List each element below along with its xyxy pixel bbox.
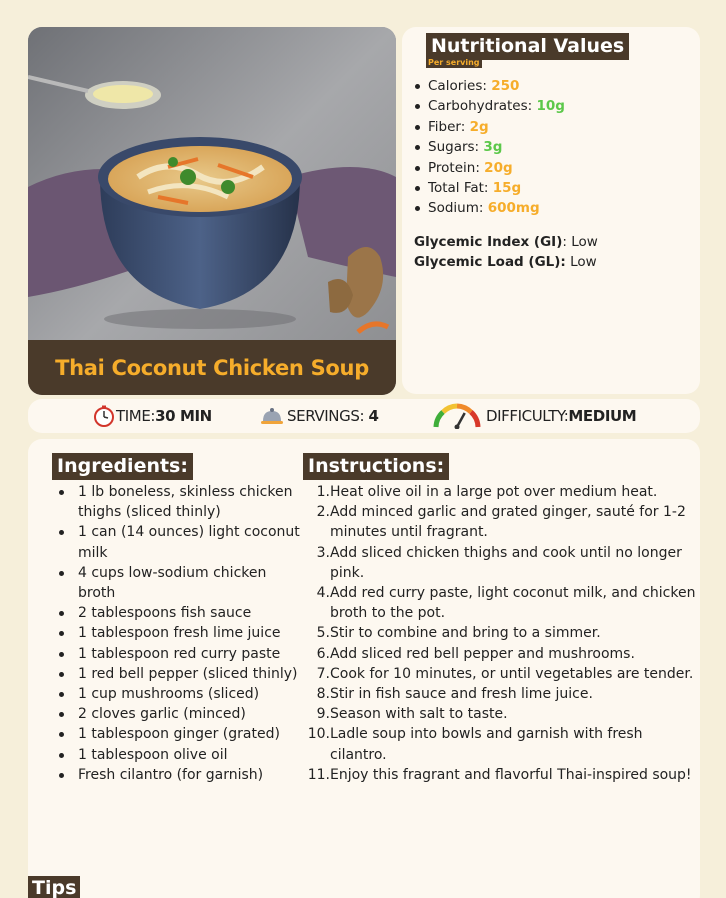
ingredient-item: 1 tablespoon red curry paste [54, 644, 302, 664]
ingredients-section [52, 453, 302, 785]
step-number: 1. [316, 484, 330, 500]
nutrition-item [412, 76, 690, 96]
instruction-step [303, 583, 698, 623]
step-number: 10. [307, 726, 330, 743]
ingredient-item: 1 tablespoon olive oil [54, 745, 302, 765]
gl-label: Glycemic Load (GL): [414, 253, 566, 270]
gi-value: : Low [562, 233, 598, 250]
instruction-step [303, 502, 698, 542]
step-text: Enjoy this fragrant and flavorful Thai-inspired soup! [330, 766, 692, 783]
instruction-step [303, 765, 698, 785]
instruction-step [303, 664, 698, 684]
per-serving-label: Per serving [428, 58, 480, 67]
nutrition-item [412, 158, 690, 178]
step-text: Add sliced red bell pepper and mushrooms. [330, 645, 635, 662]
step-number: 2. [316, 504, 330, 521]
step-number: 4. [316, 585, 330, 602]
instruction-step [303, 724, 698, 764]
difficulty-gauge-icon [432, 403, 482, 429]
nutrition-item-value: 20g [484, 159, 513, 176]
nutrition-item-label: Sodium: [428, 200, 488, 217]
ingredient-item: 4 cups low-sodium chicken broth [54, 563, 302, 603]
recipe-meta-bar [28, 399, 700, 433]
nutrition-heading: Nutritional Values [426, 33, 629, 60]
difficulty-value: MEDIUM [568, 407, 637, 425]
ingredient-item: 1 tablespoon fresh lime juice [54, 623, 302, 643]
clock-icon [93, 405, 115, 427]
difficulty-label: DIFFICULTY: [486, 407, 569, 425]
ingredient-item: Fresh cilantro (for garnish) [54, 765, 302, 785]
step-number: 11. [307, 766, 330, 783]
servings-label: SERVINGS: [287, 407, 365, 425]
nutrition-item [412, 198, 690, 218]
ingredient-item: 1 lb boneless, skinless chicken thighs (sliced thinly) [54, 482, 302, 522]
glycemic-block [414, 232, 690, 272]
instruction-step [303, 543, 698, 583]
nutrition-item-label: Sugars: [428, 139, 484, 156]
nutrition-list [412, 76, 690, 219]
step-text: Add minced garlic and grated ginger, sauté for 1-2 minutes until fragrant. [330, 504, 686, 541]
nutrition-item-value: 10g [536, 98, 565, 115]
step-text: Season with salt to taste. [330, 706, 508, 723]
ingredient-item: 1 tablespoon ginger (grated) [54, 724, 302, 744]
step-number: 8. [316, 686, 330, 703]
cloche-icon [260, 405, 284, 427]
nutrition-item-label: Total Fat: [428, 180, 493, 197]
step-number: 7. [316, 665, 330, 682]
instruction-step [303, 644, 698, 664]
time-value: 30 MIN [155, 407, 212, 425]
instructions-list [303, 482, 698, 785]
nutrition-item [412, 96, 690, 116]
step-number: 5. [316, 625, 330, 642]
gl-value: Low [565, 253, 597, 270]
time-label: TIME: [116, 407, 156, 425]
instructions-heading: Instructions: [303, 453, 449, 480]
nutrition-item-value: 2g [469, 118, 489, 135]
gi-label: Glycemic Index (GI) [414, 233, 563, 250]
nutrition-item-label: Fiber: [428, 118, 470, 135]
nutrition-item-value: 3g [483, 139, 503, 156]
nutrition-header [426, 33, 690, 67]
nutrition-item-value: 250 [491, 78, 520, 94]
time-meta [93, 399, 212, 433]
ingredient-item: 1 can (14 ounces) light coconut milk [54, 522, 302, 562]
step-text: Stir in fish sauce and fresh lime juice. [330, 686, 593, 703]
ingredients-heading: Ingredients: [52, 453, 193, 480]
step-text: Heat olive oil in a large pot over medium heat. [330, 484, 658, 500]
ingredient-item: 1 red bell pepper (sliced thinly) [54, 664, 302, 684]
nutrition-item-value: 15g [492, 180, 522, 197]
nutrition-item [412, 117, 690, 137]
servings-value: 4 [368, 407, 379, 425]
recipe-title-banner [28, 340, 396, 395]
nutrition-item-label: Calories: [428, 78, 492, 94]
step-number: 6. [316, 645, 330, 662]
glycemic-index-line [414, 232, 690, 252]
nutrition-item [412, 178, 690, 198]
step-text: Stir to combine and bring to a simmer. [330, 625, 601, 642]
nutrition-item-value: 600mg [487, 200, 540, 217]
ingredient-item: 2 tablespoons fish sauce [54, 603, 302, 623]
step-text: Cook for 10 minutes, or until vegetables are tender. [330, 665, 694, 682]
ingredient-item: 1 cup mushrooms (sliced) [54, 684, 302, 704]
nutrition-item-label: Carbohydrates: [428, 98, 537, 115]
step-text: Add sliced chicken thighs and cook until no longer pink. [330, 544, 682, 581]
nutrition-card [402, 27, 700, 394]
instructions-section [303, 453, 698, 785]
step-text: Add red curry paste, light coconut milk, and chicken broth to the pot. [330, 585, 696, 622]
step-number: 9. [316, 706, 330, 723]
instruction-step [303, 704, 698, 724]
difficulty-meta [432, 399, 636, 433]
instruction-step [303, 623, 698, 643]
tips-heading: Tips [28, 876, 80, 898]
nutrition-item [412, 137, 690, 157]
instruction-step [303, 684, 698, 704]
ingredients-list [54, 482, 302, 785]
servings-meta [260, 399, 379, 433]
instruction-step [303, 482, 698, 502]
step-number: 3. [316, 544, 330, 561]
recipe-main-card [28, 439, 700, 898]
ingredient-item: 2 cloves garlic (minced) [54, 704, 302, 724]
step-text: Ladle soup into bowls and garnish with fresh cilantro. [330, 726, 643, 763]
glycemic-load-line [414, 252, 690, 272]
nutrition-item-label: Protein: [428, 159, 485, 176]
recipe-title: Thai Coconut Chicken Soup [55, 355, 369, 380]
